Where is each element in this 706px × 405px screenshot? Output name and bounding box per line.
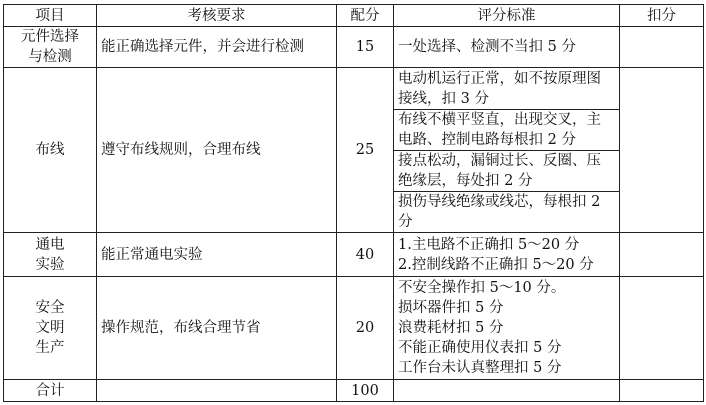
requirement-safety: 操作规范，布线合理节省 (97, 277, 337, 380)
criteria-total (394, 380, 620, 402)
criteria-wiring-2: 布线不横平竖直，出现交叉，主电路、控制电路每根扣 2 分 (394, 110, 620, 151)
header-points: 配分 (337, 5, 394, 27)
table-row (4, 27, 704, 68)
points-component: 15 (337, 27, 394, 68)
requirement-component: 能正确选择元件，并会进行检测 (97, 27, 337, 68)
deduction-cell (620, 380, 704, 402)
header-item: 项目 (4, 5, 97, 27)
requirement-power-test: 能正常通电实验 (97, 233, 337, 277)
scoring-table (3, 4, 704, 402)
table-row (4, 233, 704, 277)
criteria-wiring-4: 损伤导线绝缘或线芯，每根扣 2 分 (394, 192, 620, 233)
criteria-component: 一处选择、检测不当扣 5 分 (394, 27, 620, 68)
points-wiring: 25 (337, 68, 394, 233)
points-power-test: 40 (337, 233, 394, 277)
points-safety: 20 (337, 277, 394, 380)
item-component: 元件选择 与检测 (4, 27, 97, 68)
criteria-safety: 不安全操作扣 5～10 分。 损坏器件扣 5 分 浪费耗材扣 5 分 不能正确使用仪表扣 5 分 工作台未认真整理扣 5 分 (394, 277, 620, 380)
criteria-wiring-3: 接点松动，漏铜过长、反圈、压绝缘层，每处扣 2 分 (394, 151, 620, 192)
item-wiring: 布线 (4, 68, 97, 233)
criteria-power-test: 1.主电路不正确扣 5～20 分 2.控制线路不正确扣 5～20 分 (394, 233, 620, 277)
deduction-cell (620, 27, 704, 68)
criteria-wiring-1: 电动机运行正常，如不按原理图接线，扣 3 分 (394, 68, 620, 110)
deduction-cell (620, 277, 704, 380)
item-safety: 安全 文明 生产 (4, 277, 97, 380)
total-row (4, 380, 704, 402)
requirement-total (97, 380, 337, 402)
header-deduction: 扣分 (620, 5, 704, 27)
points-total: 100 (337, 380, 394, 402)
table-row (4, 277, 704, 380)
header-row (4, 5, 704, 27)
deduction-cell (620, 68, 704, 233)
header-requirement: 考核要求 (97, 5, 337, 27)
item-total: 合计 (4, 380, 97, 402)
header-criteria: 评分标准 (394, 5, 620, 27)
item-power-test: 通电 实验 (4, 233, 97, 277)
requirement-wiring: 遵守布线规则，合理布线 (97, 68, 337, 233)
table-row (4, 68, 704, 110)
deduction-cell (620, 233, 704, 277)
